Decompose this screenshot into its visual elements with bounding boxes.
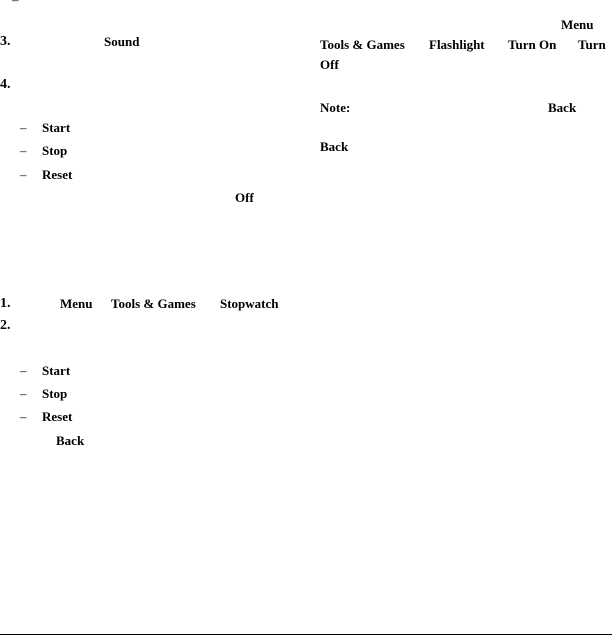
stopwatch-step-1-menu: Menu [60,296,93,311]
step-3-number: 3. [0,34,11,49]
stopwatch-step-2-number: 2. [0,318,11,333]
list-item-bullet: – [20,409,27,424]
right-menu: Menu [561,17,594,32]
list-item-stop: Stop [42,143,68,158]
list-item-start: Start [42,363,71,378]
right-turn: Turn [578,37,606,52]
step-3-sound: Sound [104,34,140,49]
right-off: Off [320,57,339,72]
right-flashlight: Flashlight [429,37,485,52]
list-item-reset: Reset [42,167,73,182]
off-word: Off [235,190,254,205]
footer-rule [0,634,612,635]
back-word: Back [56,433,85,448]
note-label: Note: [320,100,351,115]
right-tools-games: Tools & Games [320,37,405,52]
right-back: Back [320,139,349,154]
list-item-bullet: – [20,386,27,401]
list-item-bullet: – [20,143,27,158]
list-item-start: Start [42,120,71,135]
stopwatch-step-1-tools-games: Tools & Games [111,296,196,311]
list-item-reset: Reset [42,409,73,424]
top-fragment-dash [12,0,19,8]
stopwatch-step-1-stopwatch: Stopwatch [220,296,279,311]
list-item-bullet: – [20,363,27,378]
stopwatch-step-1-number: 1. [0,296,11,311]
list-item-bullet: – [20,167,27,182]
right-turn-on: Turn On [508,37,557,52]
note-back: Back [548,100,577,115]
list-item-stop: Stop [42,386,68,401]
list-item-bullet: – [20,120,27,135]
step-4-number: 4. [0,77,11,92]
